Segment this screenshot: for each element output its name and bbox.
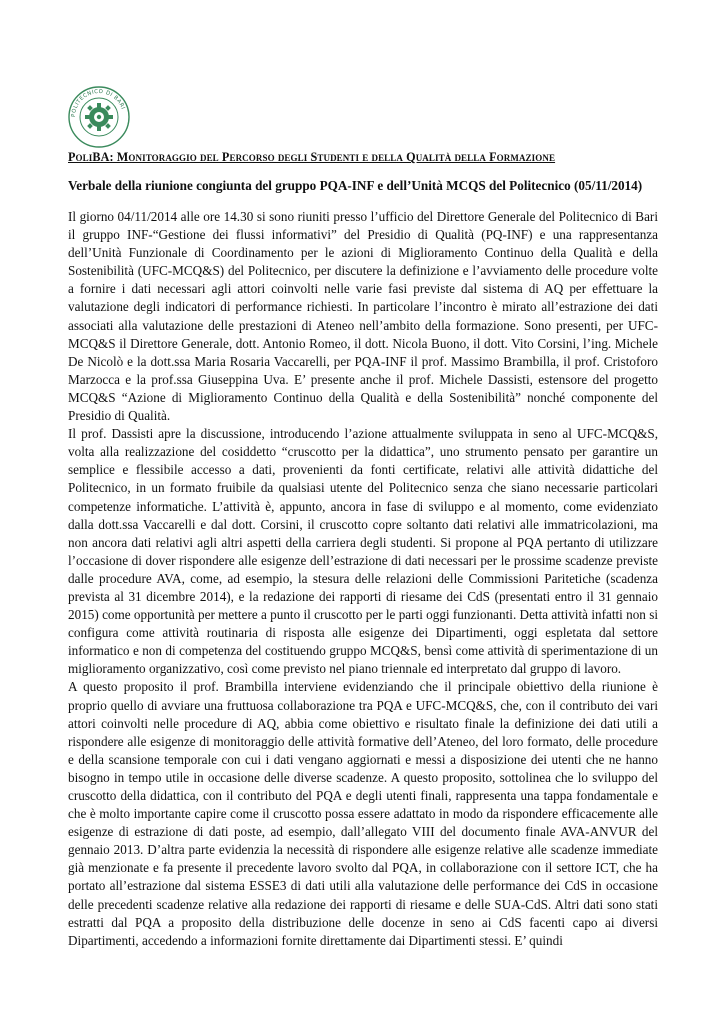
document-title: Verbale della riunione congiunta del gruppo PQA-INF e dell’Unità MCQS del Politecnico (05/11/2014)	[68, 178, 643, 193]
paragraph-3: A questo proposito il prof. Brambilla interviene evidenziando che il principale obiettivo della riunione è proprio quello di avviare una fruttuosa collaborazione tra PQA e UFC-MCQ&S, che, con il contributo dei vari attori coinvolti nelle procedure di AQ, abbia come obiettivo e risultato finale la definizione dei dati utili a rispondere alle esigenze di monitoraggio delle attività formative dell’Ateneo, del loro formato, delle procedure e della scansione temporale con cui i dati vengano aggiornati e messi a disposizione dei utenti che ne hanno bisogno in tempo utile in occasione delle diverse scadenze. A questo proposito, sottolinea che lo sviluppo del cruscotto della didattica, con il contributo del PQA e degli utenti finali, rappresenta una tappa fondamentale e che è molto importante capire come il cruscotto possa essere adattato in modo da rispondere efficacemente alle esigenze di estrazione di dati poste, ad esempio, dall’allegato VIII del documento finale AVA-ANVUR del gennaio 2013. D’altra parte evidenzia la necessità di rispondere alle esigenze relative alle scadenze immediate già menzionate e fa presente il precedente lavoro svolto dal PQA, in collaborazione con il settore ICT, che ha portato all’estrazione dal sistema ESSE3 di dati utili alla valutazione delle performance dei CdS in occasione delle precedenti scadenze relative alla redazione dei rapporti di riesame e delle SUA-CdS. Altri dati sono stati estratti dal PQA a proposito della distribuzione delle docenze in seno ai CdS facenti capo ai diversi Dipartimenti, accedendo a informazioni fornite direttamente dai Dipartimenti stessi. E’ quindi	[68, 679, 658, 948]
paragraph-1: Il giorno 04/11/2014 alle ore 14.30 si sono riuniti presso l’ufficio del Direttore Generale del Politecnico di Bari il gruppo INF-“Gestione dei flussi informativi” del Presidio di Qualità (PQ-INF) e una rappresentanza dell’Unità Funzionale di Coordinamento per le azioni di Miglioramento Continuo della Qualità e della Sostenibilità (UFC-MCQ&S) del Politecnico, per discutere la definizione e l’avviamento delle procedure volte a fornire i dati necessari agli attori coinvolti nelle varie fasi previste dal sistema di AQ per effettuare la valutazione degli indicatori di performance richiesti. In particolare l’incontro è mirato all’estrazione dei dati associati alla valutazione delle prestazioni di Ateneo nell’ambito della formazione. Sono presenti, per UFC-MCQ&S il Direttore Generale, dott. Antonio Romeo, il dott. Nicola Buono, il dott. Vito Corsini, l’ing. Michele De Nicolò e la dott.ssa Maria Rosaria Vaccarelli, per PQA-INF il prof. Massimo Brambilla, il prof. Cristoforo Marzocca e la prof.ssa Giuseppina Uva. E’ presente anche il prof. Michele Dassisti, estensore del progetto MCQ&S “Azione di Miglioramento Continuo della Qualità e della Sostenibilità” nonché componente del Presidio di Qualità.	[68, 209, 658, 424]
section-title: PoliBA: Monitoraggio del Percorso degli Studenti e della Qualità della Formazione	[68, 150, 556, 164]
document-body	[68, 208, 658, 950]
politecnico-bari-logo	[68, 86, 130, 148]
logo-seal-icon	[68, 86, 130, 148]
paragraph-2: Il prof. Dassisti apre la discussione, introducendo l’azione attualmente sviluppata in seno al UFC-MCQ&S, volta alla realizzazione del cosiddetto “cruscotto per la didattica”, uno strumento pensato per garantire un semplice e flessibile accesso a dati, provenienti da fonti certificate, relativi alle attività didattiche del Politecnico, in un formato fruibile da qualsiasi utente del Politecnico senza che siano necessarie particolari competenze informatiche. L’attività è, appunto, ancora in fase di sviluppo e al momento, come evidenziato dalla dott.ssa Vaccarelli e dal dott. Corsini, il cruscotto copre soltanto dati relativi alle immatricolazioni, ma non ancora dati relativi agli altri aspetti della carriera degli studenti. Si propone al PQA pertanto di utilizzare l’occasione di dover rispondere alle esigenze dell’estrazione di dati necessari per le prossime scadenze previste dalle procedure AVA, come, ad esempio, la stesura delle relazioni delle Commissioni Paritetiche (scadenza prevista al 31 dicembre 2014), e la redazione dei rapporti di riesame dei CdS (presentati entro il 31 gennaio 2015) come opportunità per mettere a punto il cruscotto per le parti oggi funzionanti. Detta attività infatti non si configura come attività routinaria di risposta alle esigenze dei Dipartimenti, oggi espletata dal settore informatico e non di competenza del costituendo gruppo MCQ&S, bensì come attività di sperimentazione di un miglioramento organizzativo, così come previsto nel piano triennale ed interpretato dal gruppo di lavoro.	[68, 426, 658, 677]
svg-text:POLITECNICO DI BARI: POLITECNICO DI BARI	[70, 88, 126, 118]
